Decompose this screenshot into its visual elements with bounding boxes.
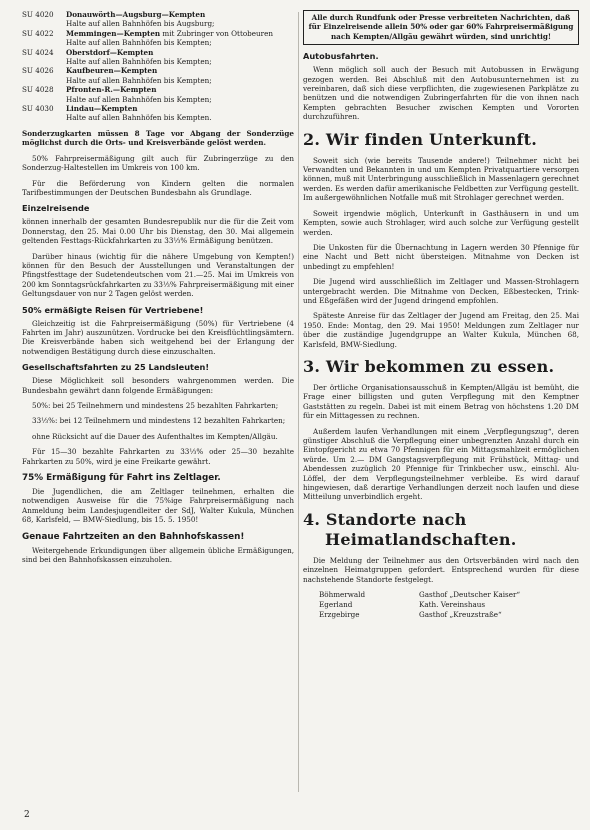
route-code: SU 4024	[22, 47, 54, 57]
route-stops: Halte auf allen Bahnhöfen bis Kempten.	[66, 113, 212, 123]
notice-box	[303, 10, 579, 45]
location-row	[319, 610, 579, 620]
essen-paragraph-1: Der örtliche Organisationsausschuß in Kempten/Allgäu ist bemüht, die Frage einer billigsten und guten Verpflegung mit den Kemptner Gaststätten zu regeln. Dabei ist mit einem Betrag von höchstens 1.20 DM für ein Mittagessen zu rechnen.	[303, 382, 579, 421]
unterkunft-paragraph-4: Die Jugend wird ausschließlich im Zeltlager und Massen-Strohlagern untergebracht werden. Die Mitnahme von Decken, Eßbestecken, Trink- und Eßgefäßen wird der Jugend dringend empfohlen.	[303, 277, 579, 305]
route-title: Lindau—Kempten	[66, 104, 138, 114]
einzelreisende-paragraph: können innerhalb der gesamten Bundesrepublik nur die für die Zeit vom Donnerstag, den 25. Mai 0.00 Uhr bis Dienstag, den 30. Mai allgemein geltenden Festtags-Rückfahrkarten zu 33⅓% Ermäßigung benützen.	[22, 217, 294, 246]
kinder-paragraph: Für die Beförderung von Kindern gelten die normalen Tarifbestimmungen der Deutschen Bundesbahn als Grundlage.	[22, 178, 294, 197]
train-route-list	[22, 10, 294, 123]
section-heading-standorte	[303, 510, 579, 550]
darueber-paragraph: Darüber hinaus (wichtig für die nähere Umgebung von Kempten!) können für den Besuch der Ausstellungen und Veranstaltungen der Pfingstfesttage der Sudetendeutschen vom 21.—25. Mai im Umkreis von 200 km Sonntagsrückfahrkarten zu 33⅓% Fahrpreisermäßigung mit einer Geltungsdauer von nur 2 Tagen gelöst werden.	[22, 251, 294, 299]
freikarte-paragraph: Für 15—30 bezahlte Fahrkarten zu 33⅓% oder 25—30 bezahlte Fahrkarten zu 50%, wird je eine Freikarte gewährt.	[22, 447, 294, 466]
unterkunft-paragraph-2: Soweit irgendwie möglich, Unterkunft in Gasthäusern in und um Kempten, sowie auch Strohlager, wird auch solche zur Verfügung gestellt werden.	[303, 208, 579, 237]
route-stops: Halte auf allen Bahnhöfen bis Kempten;	[66, 38, 212, 48]
route-code: SU 4026	[22, 66, 54, 76]
route-item	[22, 10, 294, 29]
zeltlager-heading: 75% Ermäßigung für Fahrt ins Zeltlager.	[22, 473, 221, 484]
route-code: SU 4020	[22, 10, 54, 19]
location-row	[319, 600, 579, 610]
route-code: SU 4028	[22, 85, 54, 95]
fahrtzeiten-paragraph: Weitergehende Erkundigungen über allgemein übliche Ermäßigungen, sind bei den Bahnhofskassen einzuholen.	[22, 545, 294, 565]
aufenthalt-line: ohne Rücksicht auf die Dauer des Aufenthaltes im Kempten/Allgäu.	[32, 431, 278, 441]
route-item	[22, 85, 294, 104]
route-title: Pfronten-R.—Kempten	[66, 85, 157, 95]
vertriebene-paragraph: Gleichzeitig ist die Fahrpreisermäßigung (50%) für Vertriebene (4 Fahrten im Jahr) auszunützen. Vordrucke bei den Kreisflüchtlingsämtern. Die Kreisverbände haben sich weitgehend bei der Erlangung der notwendigen Bestätigung durch diese einzuschalten.	[22, 318, 294, 356]
route-title: Kaufbeuren—Kempten	[66, 66, 158, 76]
route-stops: Halte auf allen Bahnhöfen bis Kempten;	[66, 57, 212, 67]
unterkunft-paragraph-3: Die Unkosten für die Übernachtung in Lagern werden 30 Pfennige für eine Nacht und Bett nicht übersteigen. Mitnahme von Decken ist unbedingt zu empfehlen!	[303, 242, 579, 271]
route-item	[22, 29, 294, 48]
location-region: Erzgebirge	[319, 610, 360, 620]
route-title-extra: mit Zubringer von Ottobeuren	[160, 28, 273, 38]
location-region: Böhmerwald	[319, 590, 366, 600]
route-code: SU 4022	[22, 28, 54, 38]
location-place: Kath. Vereinshaus	[419, 600, 486, 610]
location-list	[319, 590, 579, 620]
right-column	[303, 10, 579, 620]
zubringer-paragraph: 50% Fahrpreisermäßigung gilt auch für Zubringerzüge zu den Sonderzug-Haltestellen im Umkreis von 100 km.	[22, 153, 294, 173]
left-column	[22, 10, 294, 570]
route-item	[22, 104, 294, 123]
route-title: Memmingen—Kempten	[66, 28, 161, 38]
zeltlager-paragraph: Die Jugendlichen, die am Zeltlager teilnehmen, erhalten die notwendigen Ausweise für die 75%ige Fahrpreisermäßigung nach Anmeldung beim Landesjugendleiter der SdJ, Walter Kukula, München 68, Karlsfeld, — BMW-Siedlung, bis 15. 5. 1950!	[22, 487, 294, 525]
unterkunft-paragraph-5: Späteste Anreise für das Zeltlager der Jugend am Freitag, den 25. Mai 1950. Ende: Montag, den 29. Mai 1950! Meldungen zum Zeltlager nur über die zuständige Jugendgruppe an Walter Kukula, München 68, Karlsfeld, BMW-Siedlung.	[303, 311, 579, 349]
route-item	[22, 48, 294, 67]
column-divider	[298, 12, 299, 792]
location-region: Egerland	[319, 600, 353, 610]
route-stops: Halte auf allen Bahnhöfen bis Kempten;	[66, 94, 212, 104]
route-item	[22, 66, 294, 85]
autobus-heading: Autobusfahrten.	[303, 51, 379, 62]
fahrtzeiten-heading: Genaue Fahrtzeiten an den Bahnhofskassen!	[22, 531, 245, 542]
gesellschaftsfahrten-heading: Gesellschaftsfahrten zu 25 Landsleuten!	[22, 362, 210, 373]
einzelreisende-heading: Einzelreisende	[22, 203, 90, 214]
sonderzug-paragraph: Sonderzugkarten müssen 8 Tage vor Abgang der Sonderzüge möglichst durch die Orts- und Kreisverbände gelöst werden.	[22, 128, 294, 148]
vertriebene-heading: 50% ermäßigte Reisen für Vertriebene!	[22, 304, 204, 315]
location-place: Gasthof „Deutscher Kaiser“	[419, 590, 521, 600]
route-stops: Halte auf allen Bahnhöfen bis Augsburg;	[66, 19, 215, 29]
discount-33-line: 33⅓%: bei 12 Teilnehmern und mindestens 12 bezahlten Fahrkarten;	[32, 416, 286, 426]
standorte-heading-line-2: Heimatlandschaften.	[325, 529, 517, 549]
route-stops: Halte auf allen Bahnhöfen bis Kempten;	[66, 75, 212, 85]
gesellschaftsfahrten-paragraph: Diese Möglichkeit soll besonders wahrgenommen werden. Die Bundesbahn gewährt dann folgende Ermäßigungen:	[22, 376, 294, 395]
section-heading-essen: 3. Wir bekommen zu essen.	[303, 356, 555, 376]
notice-text: Alle durch Rundfunk oder Presse verbreiteten Nachrichten, daß für Einzelreisende allein 50% oder gar 60% Fahrpreisermäßigung nach Kempten/Allgäu gewährt würden, sind unrichtig!	[308, 13, 574, 41]
location-row	[319, 590, 579, 600]
unterkunft-paragraph-1: Soweit sich (wie bereits Tausende andere!) Teilnehmer nicht bei Verwandten und Bekannten in und um Kempten Privatquartiere versorgen können, muß mit Unterbringung ausschließlich in Massenlagern gerechnet werden. Es werden dafür amerikanische Feldbetten zur Verfügung gestellt. Im außergewöhnlichen Notfalle muß mit Strohlager gerechnet werden.	[303, 155, 579, 203]
route-code: SU 4030	[22, 104, 54, 114]
location-place: Gasthof „Kreuzstraße“	[419, 610, 502, 620]
route-title: Donauwörth—Augsburg—Kempten	[66, 10, 206, 19]
standorte-heading-line-1: 4. Standorte nach	[303, 509, 467, 529]
standorte-paragraph: Die Meldung der Teilnehmer aus den Ortsverbänden wird nach den einzelnen Heimatgruppen gefordert. Entsprechend wurden für diese nachstehende Standorte festgelegt.	[303, 555, 579, 584]
page-number: 2	[24, 810, 30, 820]
section-heading-unterkunft: 2. Wir finden Unterkunft.	[303, 129, 537, 149]
route-title: Oberstdorf—Kempten	[66, 47, 154, 57]
essen-paragraph-2: Außerdem laufen Verhandlungen mit einem „Verpflegungszug“, deren günstiger Abschluß die Verpflegung einer unbegrenzten Anzahl durch ein Eintopfgericht zu etwa 70 Pfennigen für ein Mittagsmahlzeit ermöglichen würde. Um 2.— DM Gangstagsverpflegung mit Frühstück, Mittag- und Abendessen zuzüglich 20 Pfennige für Trinkbecher usw., einschl. Alu-Löffel, der dem Verpflegungsteilnehmer verbleibe. Es wird darauf hingewiesen, daß derartige Verhandlungen derzeit noch laufen und diese Mitteilung unverbindlich ergeht.	[303, 426, 579, 502]
discount-50-line: 50%: bei 25 Teilnehmern und mindestens 25 bezahlten Fahrkarten;	[32, 401, 279, 410]
autobus-paragraph: Wenn möglich soll auch der Besuch mit Autobussen in Erwägung gezogen werden. Bei Abschluß mit den Autobusunternehmen ist zu vereinbaren, daß sich diese verpflichten, die zugewiesenen Parkplätze zu benützen und die notwendigen Zubringerfahrten für die von ihnen nach Kempten gebrachten Besucher zwischen Kempten und Vororten durchzuführen.	[303, 65, 579, 122]
